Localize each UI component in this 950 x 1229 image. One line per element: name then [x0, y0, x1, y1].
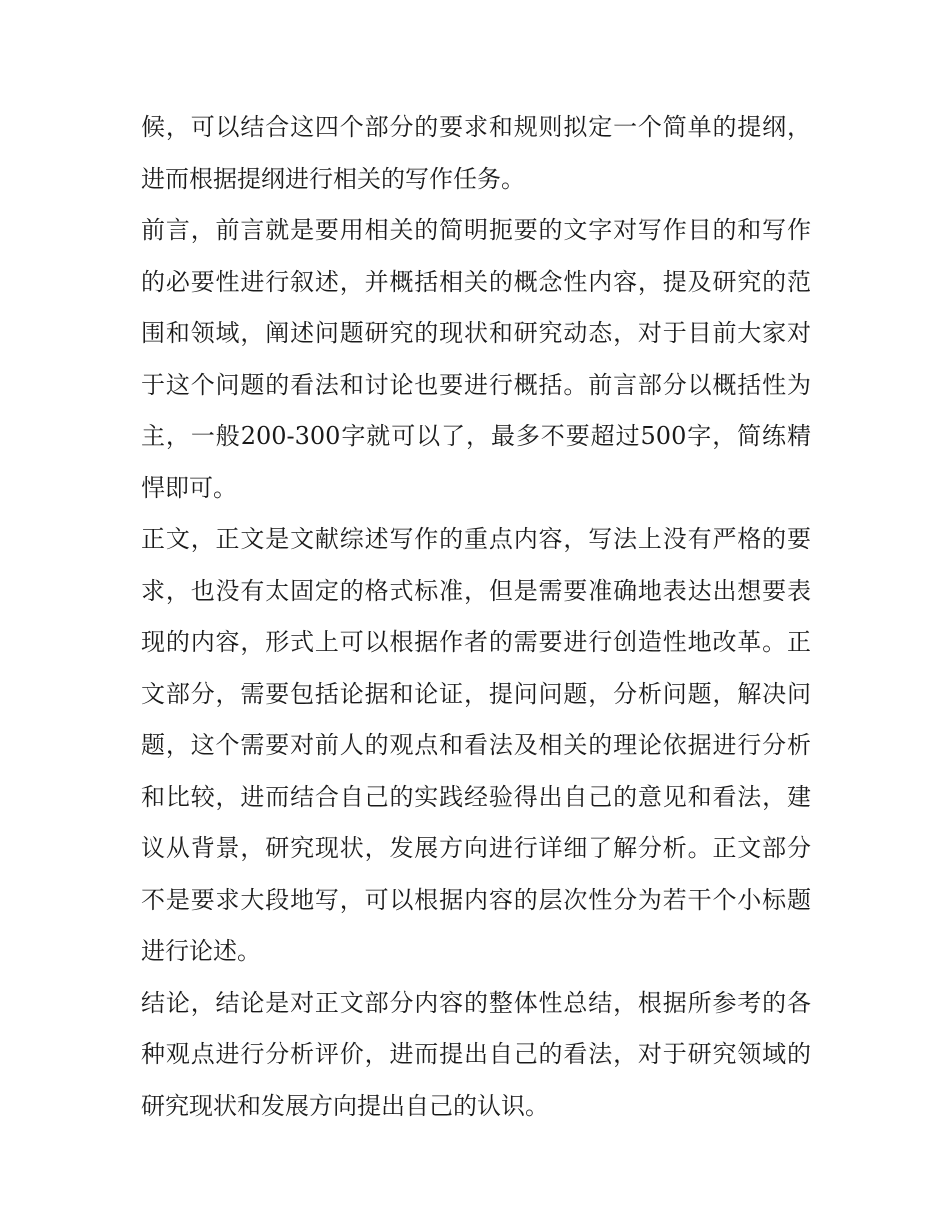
paragraph-conclusion: 结论，结论是对正文部分内容的整体性总结，根据所参考的各种观点进行分析评价，进而提出自己的看法，对于研究领域的研究现状和发展方向提出自己的认识。 — [141, 988, 811, 1120]
document-page — [141, 102, 811, 1132]
paragraph-preface: 前言，前言就是要用相关的简明扼要的文字对写作目的和写作的必要性进行叙述，并概括相关的概念性内容，提及研究的范围和领域，阐述问题研究的现状和研究动态，对于目前大家对于这个问题的看法和讨论也要进行概括。前言部分以概括性为主，一般200-300字就可以了，最多不要超过500字，简练精悍即可。 — [141, 216, 811, 502]
paragraph-body-text: 正文，正文是文献综述写作的重点内容，写法上没有严格的要求，也没有太固定的格式标准，但是需要准确地表达出想要表现的内容，形式上可以根据作者的需要进行创造性地改革。正文部分，需要包括论据和论证，提问问题，分析问题，解决问题，这个需要对前人的观点和看法及相关的理论依据进行分析和比较，进而结合自己的实践经验得出自己的意见和看法，建议从背景，研究现状，发展方向进行详细了解分析。正文部分不是要求大段地写，可以根据内容的层次性分为若干个小标题进行论述。 — [141, 525, 811, 965]
paragraph-outline-continuation: 候，可以结合这四个部分的要求和规则拟定一个简单的提纲，进而根据提纲进行相关的写作任务。 — [141, 113, 811, 193]
